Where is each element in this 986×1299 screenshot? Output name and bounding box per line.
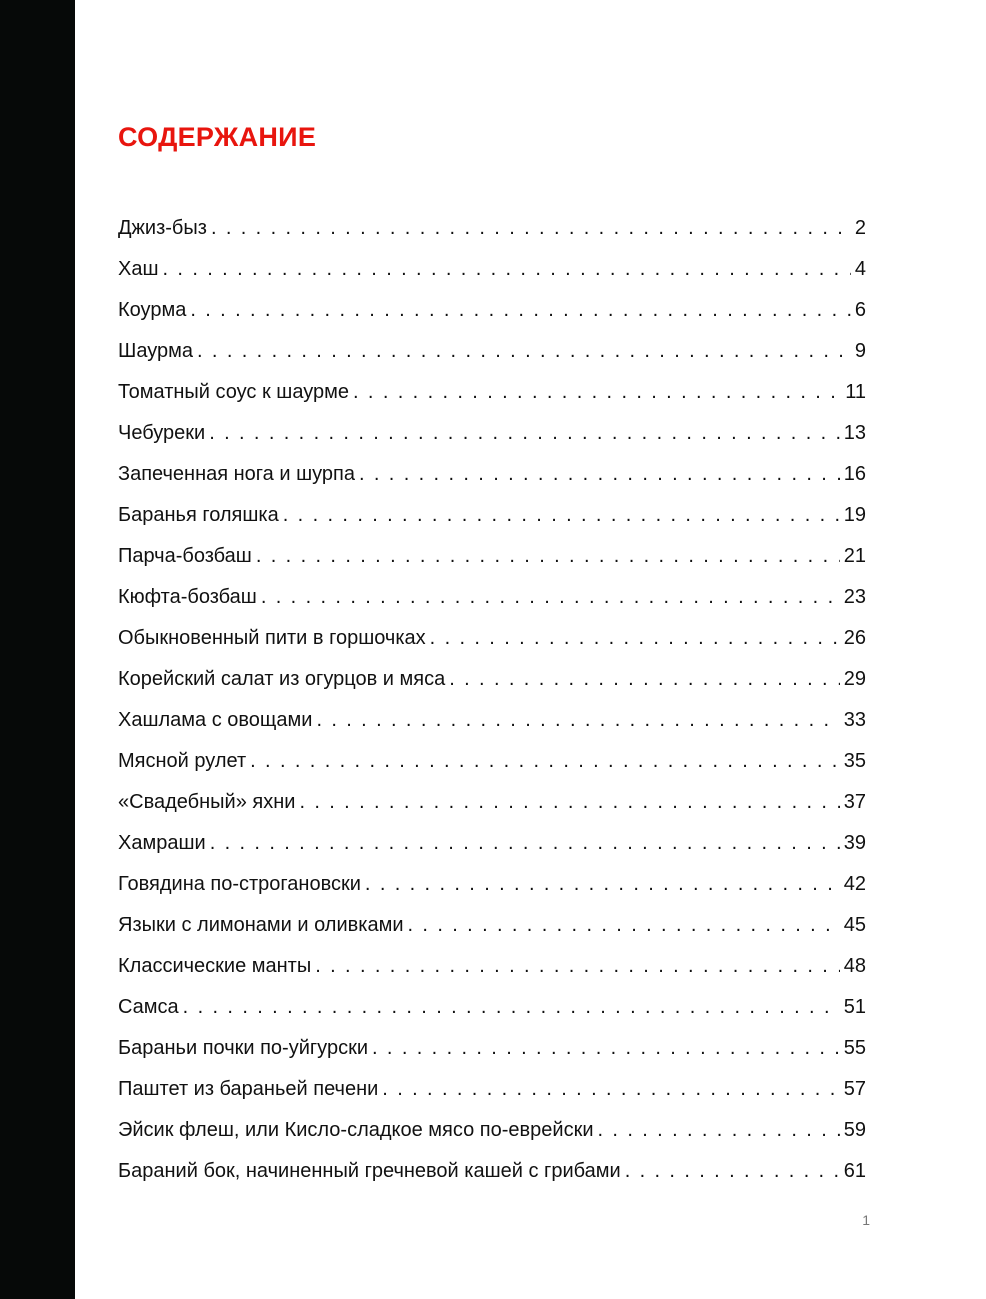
toc-entry[interactable] — [118, 618, 866, 659]
toc-entry[interactable] — [118, 905, 866, 946]
toc-entry-label: Паштет из бараньей печени — [118, 1078, 379, 1100]
toc-entry[interactable] — [118, 577, 866, 618]
toc-entry-label: Классические манты — [118, 955, 312, 977]
toc-entry-label: Корейский салат из огурцов и мяса — [118, 668, 446, 690]
page-number: 1 — [862, 1212, 870, 1228]
dot-leader — [625, 1151, 840, 1192]
toc-entry-label: Томатный соус к шаурме — [118, 381, 349, 403]
toc-entry-page: 21 — [843, 545, 866, 567]
toc-entry-page: 11 — [845, 381, 866, 403]
dot-leader — [250, 741, 840, 782]
toc-entry[interactable] — [118, 249, 866, 290]
dot-leader — [283, 495, 840, 536]
page-edge-bar — [0, 0, 75, 1299]
toc-entry-page: 2 — [854, 217, 866, 239]
toc-entry-label: Бараньи почки по-уйгурски — [118, 1037, 368, 1059]
toc-entry-page: 45 — [843, 914, 866, 936]
dot-leader — [359, 454, 840, 495]
toc-entry-label: Говядина по-строгановски — [118, 873, 361, 895]
toc-entry-page: 55 — [843, 1037, 866, 1059]
toc-entry[interactable] — [118, 946, 866, 987]
toc-entry[interactable] — [118, 331, 866, 372]
dot-leader — [382, 1069, 839, 1110]
toc-entry[interactable] — [118, 208, 866, 249]
toc-entry-label: Эйсик флеш, или Кисло-сладкое мясо по-еврейски — [118, 1119, 594, 1141]
toc-entry-page: 39 — [843, 832, 866, 854]
dot-leader — [372, 1028, 840, 1069]
toc-entry-page: 59 — [843, 1119, 866, 1141]
toc-entry[interactable] — [118, 536, 866, 577]
dot-leader — [183, 987, 840, 1028]
toc-entry-page: 57 — [843, 1078, 866, 1100]
toc-entry-page: 35 — [843, 750, 866, 772]
dot-leader — [316, 700, 839, 741]
toc-entry-page: 48 — [843, 955, 866, 977]
dot-leader — [210, 823, 840, 864]
toc-entry[interactable] — [118, 700, 866, 741]
toc-entry-label: Шаурма — [118, 340, 193, 362]
toc-entry-page: 33 — [843, 709, 866, 731]
toc-entry-page: 13 — [843, 422, 866, 444]
toc-entry-page: 42 — [843, 873, 866, 895]
toc-entry[interactable] — [118, 782, 866, 823]
toc-entry-label: Языки с лимонами и оливками — [118, 914, 404, 936]
toc-title: СОДЕРЖАНИЕ — [118, 122, 317, 152]
dot-leader — [430, 618, 840, 659]
toc-entry-label: Бараний бок, начиненный гречневой кашей с грибами — [118, 1160, 621, 1182]
toc-entry[interactable] — [118, 413, 866, 454]
dot-leader — [449, 659, 840, 700]
toc-entry-label: Хаш — [118, 258, 159, 280]
dot-leader — [408, 905, 840, 946]
toc-entry-page: 23 — [843, 586, 866, 608]
dot-leader — [299, 782, 839, 823]
dot-leader — [365, 864, 840, 905]
toc-entry-label: Обыкновенный пити в горшочках — [118, 627, 426, 649]
dot-leader — [261, 577, 840, 618]
toc-entry-label: «Свадебный» яхни — [118, 791, 296, 813]
toc-entry[interactable] — [118, 1110, 866, 1151]
toc-entry[interactable] — [118, 372, 866, 413]
toc-entry[interactable] — [118, 864, 866, 905]
toc-list — [118, 208, 866, 1192]
dot-leader — [197, 331, 851, 372]
toc-entry-label: Хамраши — [118, 832, 206, 854]
toc-entry-page: 51 — [843, 996, 866, 1018]
toc-entry-label: Чебуреки — [118, 422, 206, 444]
toc-entry-page: 6 — [854, 299, 866, 321]
dot-leader — [256, 536, 840, 577]
dot-leader — [353, 372, 841, 413]
toc-entry-label: Самса — [118, 996, 179, 1018]
toc-entry[interactable] — [118, 1069, 866, 1110]
toc-entry[interactable] — [118, 659, 866, 700]
dot-leader — [209, 413, 840, 454]
toc-entry[interactable] — [118, 823, 866, 864]
toc-entry-page: 16 — [843, 463, 866, 485]
dot-leader — [163, 249, 851, 290]
toc-entry-page: 37 — [843, 791, 866, 813]
dot-leader — [190, 290, 851, 331]
toc-entry-label: Коурма — [118, 299, 187, 321]
toc-entry-page: 9 — [854, 340, 866, 362]
toc-entry-page: 61 — [843, 1160, 866, 1182]
toc-entry[interactable] — [118, 1028, 866, 1069]
toc-entry-label: Баранья голяшка — [118, 504, 279, 526]
toc-entry-label: Джиз-быз — [118, 217, 207, 239]
toc-entry[interactable] — [118, 290, 866, 331]
toc-entry[interactable] — [118, 495, 866, 536]
toc-entry[interactable] — [118, 454, 866, 495]
toc-entry-page: 26 — [843, 627, 866, 649]
dot-leader — [315, 946, 840, 987]
toc-entry-page: 4 — [854, 258, 866, 280]
toc-entry-page: 29 — [843, 668, 866, 690]
dot-leader — [598, 1110, 840, 1151]
toc-entry-label: Кюфта-бозбаш — [118, 586, 257, 608]
toc-entry[interactable] — [118, 987, 866, 1028]
toc-entry-label: Мясной рулет — [118, 750, 247, 772]
toc-entry-label: Хашлама с овощами — [118, 709, 313, 731]
toc-entry-label: Запеченная нога и шурпа — [118, 463, 355, 485]
toc-entry[interactable] — [118, 741, 866, 782]
toc-entry-page: 19 — [843, 504, 866, 526]
dot-leader — [211, 208, 851, 249]
toc-entry-label: Парча-бозбаш — [118, 545, 252, 567]
toc-entry[interactable] — [118, 1151, 866, 1192]
